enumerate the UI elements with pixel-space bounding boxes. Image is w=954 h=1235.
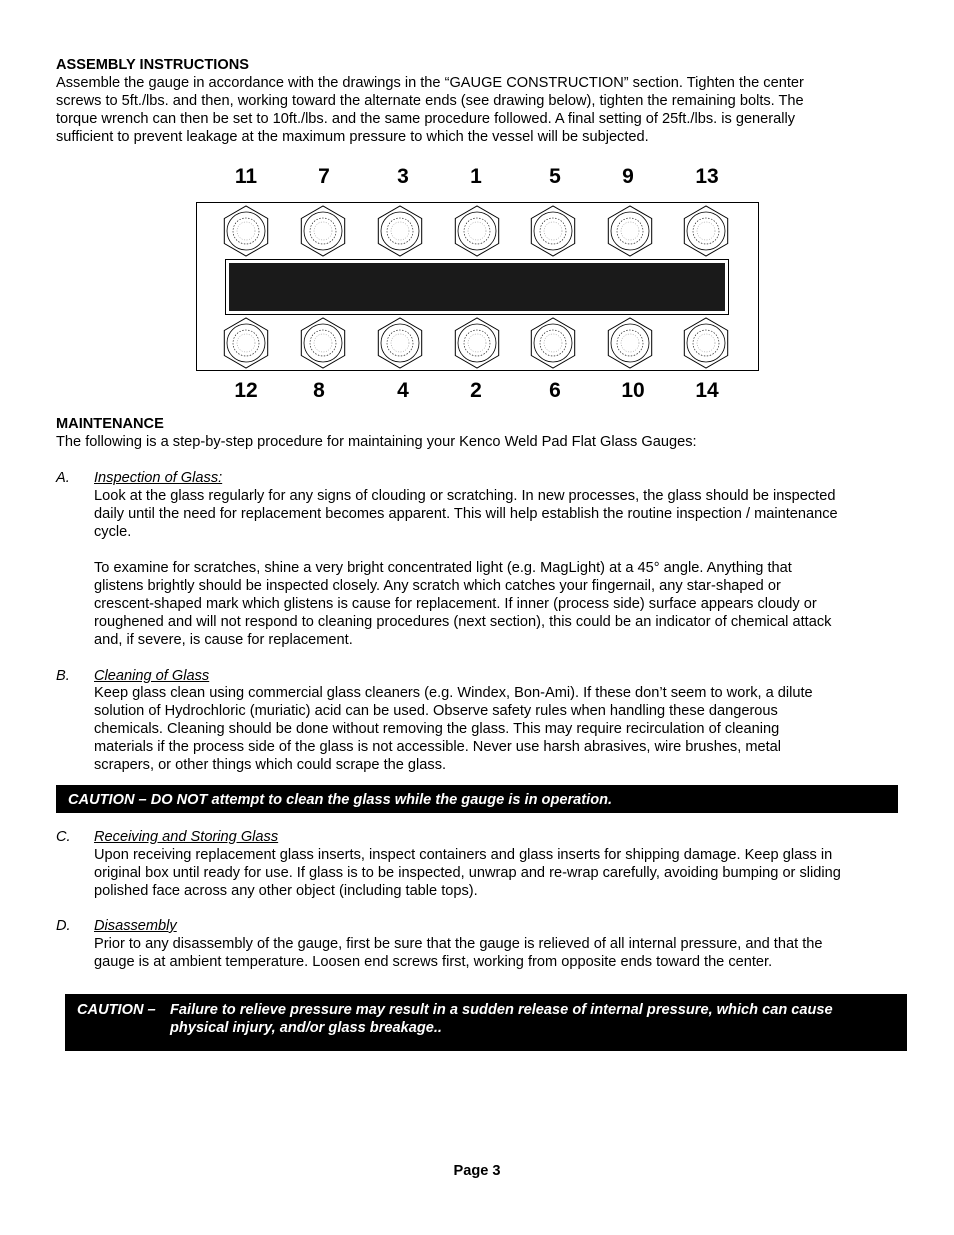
caution-lead: CAUTION – bbox=[77, 1002, 156, 1018]
item-body bbox=[94, 559, 904, 649]
body-line: Prior to any disassembly of the gauge, first be sure that the gauge is relieved of all internal pressure, and that the bbox=[94, 936, 823, 952]
page-number: Page 3 bbox=[453, 1163, 501, 1179]
body-line: original box until ready for use. If glass is to be inspected, unwrap and re-wrap carefully, avoiding bumping or sliding bbox=[94, 865, 841, 881]
item-body bbox=[94, 846, 904, 900]
assembly-line: screws to 5ft./lbs. and then, working toward the alternate ends (see drawing below), tighten the remaining bolts. The bbox=[56, 93, 804, 109]
body-line: roughened and will not respond to cleaning procedures (next section), this could be an indicator of chemical attack bbox=[94, 614, 832, 630]
body-line: cycle. bbox=[94, 524, 132, 540]
body-line: and, if severe, is cause for replacement. bbox=[94, 632, 353, 648]
bolt-diagram bbox=[0, 0, 954, 420]
item-body bbox=[94, 684, 904, 774]
body-line: solution of Hydrochloric (muriatic) acid can be used. Observe safety rules when handling these dangerous bbox=[94, 703, 778, 719]
body-line: daily until the need for replacement becomes apparent. This will help establish the routine inspection / maintenance bbox=[94, 506, 838, 522]
item-letter: C. bbox=[56, 829, 71, 845]
gauge-drawing bbox=[196, 202, 760, 372]
body-line: crescent-shaped mark which glistens is cause for replacement. If inner (process side) surface appears cloudy or bbox=[94, 596, 817, 612]
item-title: Cleaning of Glass bbox=[94, 668, 210, 684]
assembly-heading: ASSEMBLY INSTRUCTIONS bbox=[56, 57, 249, 73]
body-line: polished face across any other object (including table tops). bbox=[94, 883, 478, 899]
bolt-number-bottom: 10 bbox=[621, 379, 645, 402]
caution-line: Failure to relieve pressure may result in a sudden release of internal pressure, which can cause bbox=[170, 1002, 833, 1018]
bolt-number-bottom: 4 bbox=[397, 379, 409, 402]
body-line: gauge is at ambient temperature. Loosen end screws first, working from opposite ends toward the center. bbox=[94, 954, 773, 970]
item-title: Inspection of Glass: bbox=[94, 470, 223, 486]
bolt-number-bottom: 2 bbox=[470, 379, 482, 402]
body-line: Upon receiving replacement glass inserts, inspect containers and glass inserts for shipping damage. Keep glass in bbox=[94, 847, 833, 863]
bolt-number-bottom: 12 bbox=[234, 379, 258, 402]
body-line: Keep glass clean using commercial glass cleaners (e.g. Windex, Bon-Ami). If these don’t seem to work, a dilute bbox=[94, 685, 813, 701]
caution-box bbox=[65, 994, 907, 1051]
assembly-line: Assemble the gauge in accordance with the drawings in the “GAUGE CONSTRUCTION” section. Tighten the center bbox=[56, 75, 804, 91]
item-letter: A. bbox=[56, 470, 70, 486]
body-line: glistens brightly should be inspected closely. Any scratch which catches your fingernail, any star-shaped or bbox=[94, 578, 781, 594]
bolt-number-bottom: 8 bbox=[313, 379, 325, 402]
item-letter: D. bbox=[56, 918, 71, 934]
bolt-number-top: 9 bbox=[622, 165, 634, 188]
caution-line: physical injury, and/or glass breakage.. bbox=[170, 1020, 442, 1036]
body-line: Look at the glass regularly for any signs of clouding or scratching. In new processes, the glass should be inspected bbox=[94, 488, 836, 504]
bolt-number-top: 5 bbox=[549, 165, 561, 188]
caution-text bbox=[170, 1001, 897, 1037]
item-title: Receiving and Storing Glass bbox=[94, 829, 279, 845]
assembly-line: torque wrench can then be set to 10ft./lbs. and the same procedure followed. A final setting of 25ft./lbs. is generally bbox=[56, 111, 796, 127]
body-line: chemicals. Cleaning should be done without removing the glass. This may require recirculation of cleaning bbox=[94, 721, 780, 737]
body-line: To examine for scratches, shine a very bright concentrated light (e.g. MagLight) at a 45° angle. Anything that bbox=[94, 560, 792, 576]
item-body bbox=[94, 487, 904, 541]
bolt-number-top: 11 bbox=[234, 165, 258, 188]
maintenance-intro: The following is a step-by-step procedure for maintaining your Kenco Weld Pad Flat Glass Gauges: bbox=[56, 434, 697, 450]
bolt-number-bottom: 6 bbox=[549, 379, 561, 402]
bolt-number-top: 7 bbox=[318, 165, 330, 188]
item-body bbox=[94, 935, 904, 971]
bolt-number-top: 13 bbox=[695, 165, 719, 188]
item-letter: B. bbox=[56, 668, 70, 684]
bolt-number-bottom: 14 bbox=[695, 379, 719, 402]
body-line: materials if the process side of the glass is not accessible. Never use harsh abrasives, wire brushes, metal bbox=[94, 739, 782, 755]
item-title: Disassembly bbox=[94, 918, 177, 934]
assembly-line: sufficient to prevent leakage at the maximum pressure to which the vessel will be subjected. bbox=[56, 129, 649, 145]
bolt-number-top: 3 bbox=[397, 165, 409, 188]
caution-banner: CAUTION – DO NOT attempt to clean the glass while the gauge is in operation. bbox=[56, 785, 898, 813]
body-line: scrapers, or other things which could scrape the glass. bbox=[94, 757, 447, 773]
maintenance-heading: MAINTENANCE bbox=[56, 416, 164, 432]
bolt-number-top: 1 bbox=[470, 165, 482, 188]
glass-window bbox=[229, 263, 725, 311]
